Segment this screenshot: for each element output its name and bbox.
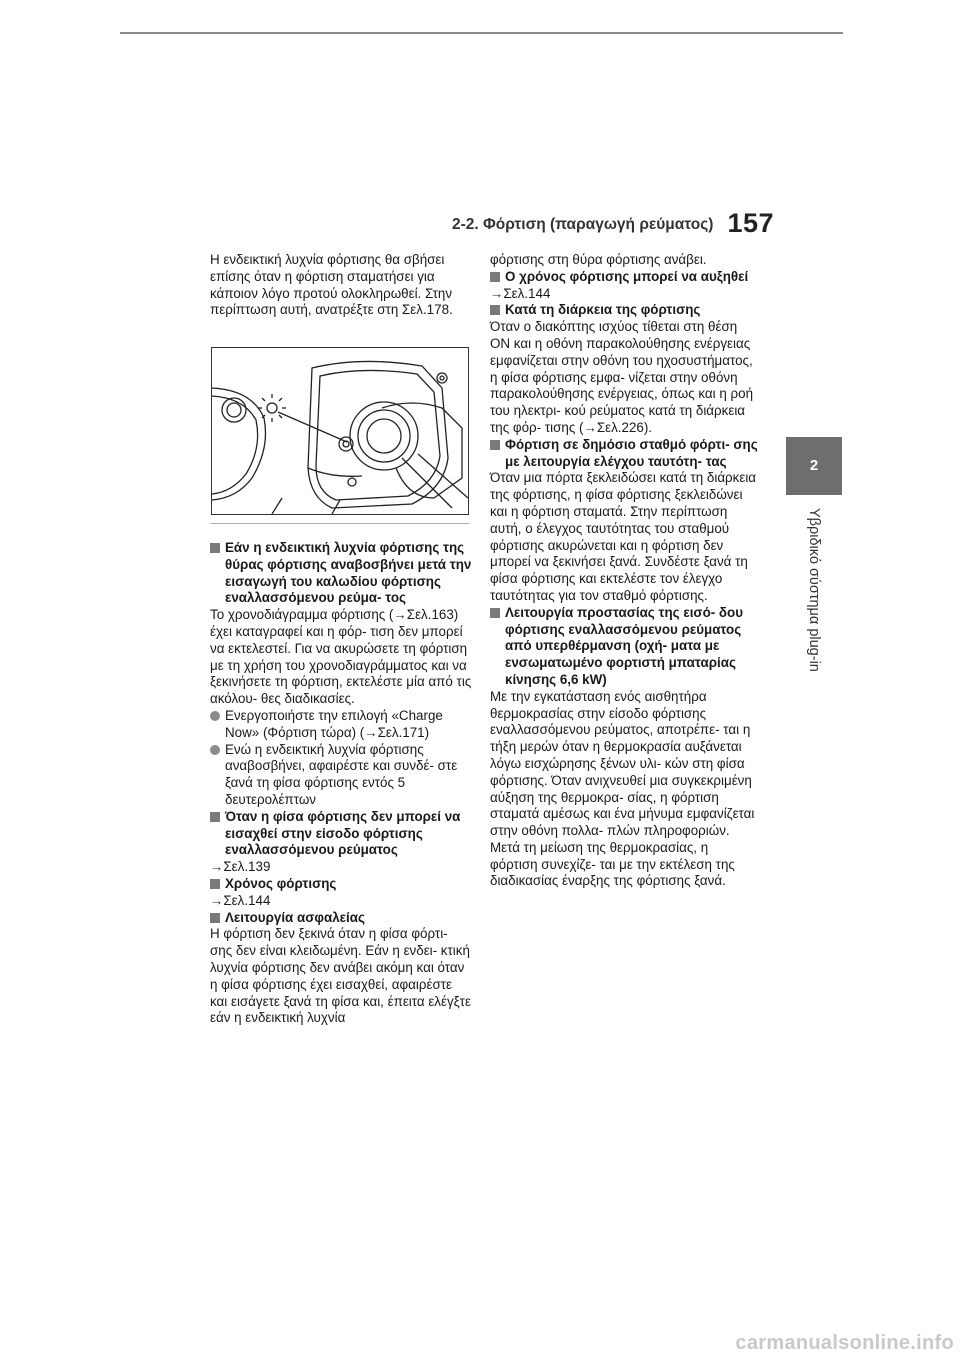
left-column-body	[210, 540, 472, 1027]
right-column	[490, 252, 758, 890]
page-reference: →Σελ.144	[210, 892, 271, 908]
chapter-label-text: Υβριδικό σύστημα plug-in	[806, 508, 822, 672]
section-heading: Φόρτιση σε δημόσιο σταθμό φόρτι- σης με λειτουργία ελέγχου ταυτότη- τας	[490, 437, 758, 471]
page-reference: →Σελ.139	[210, 859, 271, 875]
watermark: carmanualsonline.info	[735, 1332, 954, 1354]
section-heading: Εάν η ενδεικτική λυχνία φόρτισης της θύρας φόρτισης αναβοσβήνει μετά την εισαγωγή του καλωδίου φόρτισης εναλλασσόμενου ρεύμα- τος	[210, 540, 472, 607]
section-body: Η φόρτιση δεν ξεκινά όταν η φίσα φόρτι- σης δεν είναι κλειδωμένη. Εάν η ενδει- κτική λυχνία φόρτισης δεν ανάβει ακόμη και όταν η φίσα φόρτισης έχει εισαχθεί, αφαιρέστε και εισάγετε ξανά τη φίσα και, έπειτα ελέγξτε εάν η ενδεικτική λυχνία	[210, 926, 471, 1026]
section-heading: Όταν η φίσα φόρτισης δεν μπορεί να εισαχθεί στην είσοδο φόρτισης εναλλασσόμενου ρεύματος	[210, 809, 472, 859]
section-heading: Λειτουργία ασφαλείας	[210, 910, 472, 927]
bullet-item: Ενώ η ενδεικτική λυχνία φόρτισης αναβοσβήνει, αφαιρέστε και συνδέ- στε ξανά τη φίσα φόρτισης εντός 5 δευτερολέπτων	[210, 742, 472, 809]
page-reference: →Σελ.144	[490, 285, 551, 301]
intro-paragraph: Η ενδεικτική λυχνία φόρτισης θα σβήσει επίσης όταν η φόρτιση σταματήσει για κάποιον λόγο προτού ολοκληρωθεί. Στην περίπτωση αυτή, ανατρέξτε στη Σελ.178.	[210, 252, 453, 318]
section-heading: Ο χρόνος φόρτισης μπορεί να αυξηθεί	[490, 269, 758, 286]
section-heading: Κατά τη διάρκεια της φόρτισης	[490, 302, 758, 319]
chapter-tab: 2	[786, 437, 842, 495]
section-body: Με την εγκατάσταση ενός αισθητήρα θερμοκρασίας στην είσοδο φόρτισης εναλλασσόμενου ρεύματος, αποτρέπε- ται η τήξη μερών όταν η θερμοκρασία αυξάνεται λόγω εισχώρησης ξένων υλι- κών στη φίσα φόρτισης. Όταν ανιχνευθεί μια συγκεκριμένη αύξηση της θερμοκρα- σίας, η φόρτιση σταματά αμέσως και ένα μήνυμα εμφανίζεται στην οθόνη πολλα- πλών πληροφοριών. Μετά τη μείωση της θερμοκρασίας, η φόρτιση συνεχίζε- ται με την εκτέλεση της διαδικασίας έναρξης της φόρτισης ξανά.	[490, 688, 755, 889]
continuation-paragraph: φόρτισης στη θύρα φόρτισης ανάβει.	[490, 252, 707, 267]
section-heading: Χρόνος φόρτισης	[210, 876, 472, 893]
left-column	[210, 252, 472, 319]
section-body: Όταν μια πόρτα ξεκλειδώσει κατά τη διάρκεια της φόρτισης, η φίσα φόρτισης ξεκλειδώνει και η φόρτιση σταματά. Στην περίπτωση αυτή, ο έλεγχος ταυτότητας του σταθμού φόρτισης ακυρώνεται και η φόρτιση δεν μπορεί να ξεκινήσει ξανά. Συνδέστε ξανά τη φίσα φόρτισης και εκτελέστε τον έλεγχο ταυτότητας για τον σταθμό φόρτισης.	[490, 470, 757, 603]
bullet-item: Ενεργοποιήστε την επιλογή «Charge Now» (Φόρτιση τώρα) (→Σελ.171)	[210, 708, 472, 742]
section-body: Το χρονοδιάγραμμα φόρτισης (→Σελ.163) έχει καταγραφεί και η φόρ- τιση δεν μπορεί να εκτελεστεί. Για να ακυρώσετε τη φόρτιση με τη χρήση του χρονοδιαγράμματος και να ξεκινήσετε τη φόρτιση, εκτελέστε μία από τις ακόλου- θες διαδικασίες.	[210, 607, 472, 707]
section-heading: Λειτουργία προστασίας της εισό- δου φόρτισης εναλλασσόμενου ρεύματος από υπερθέρμανση (οχή- ματα με ενσωματωμένο φορτιστή μπαταρίας κίνησης 6,6 kW)	[490, 605, 758, 689]
chapter-side-label	[786, 508, 842, 698]
page-header	[420, 208, 780, 248]
section-body: Όταν ο διακόπτης ισχύος τίθεται στη θέση ON και η οθόνη παρακολούθησης ενέργειας εμφανίζεται στην οθόνη του ηχοσυστήματος, η φίσα φόρτισης εμφα- νίζεται στην οθόνη παρακολούθησης ενέργειας, όπως και η ροή του ηλεκτρι- κού ρεύματος κατά τη διάρκεια της φόρ- τισης (→Σελ.226).	[490, 319, 754, 435]
header-rule	[120, 32, 843, 34]
page-number: 157	[727, 208, 774, 238]
section-title: 2-2. Φόρτιση (παραγωγή ρεύματος)	[452, 216, 714, 233]
figure-divider	[211, 523, 469, 524]
charging-port-figure	[211, 347, 469, 515]
charging-port-illustration-icon	[212, 348, 468, 514]
